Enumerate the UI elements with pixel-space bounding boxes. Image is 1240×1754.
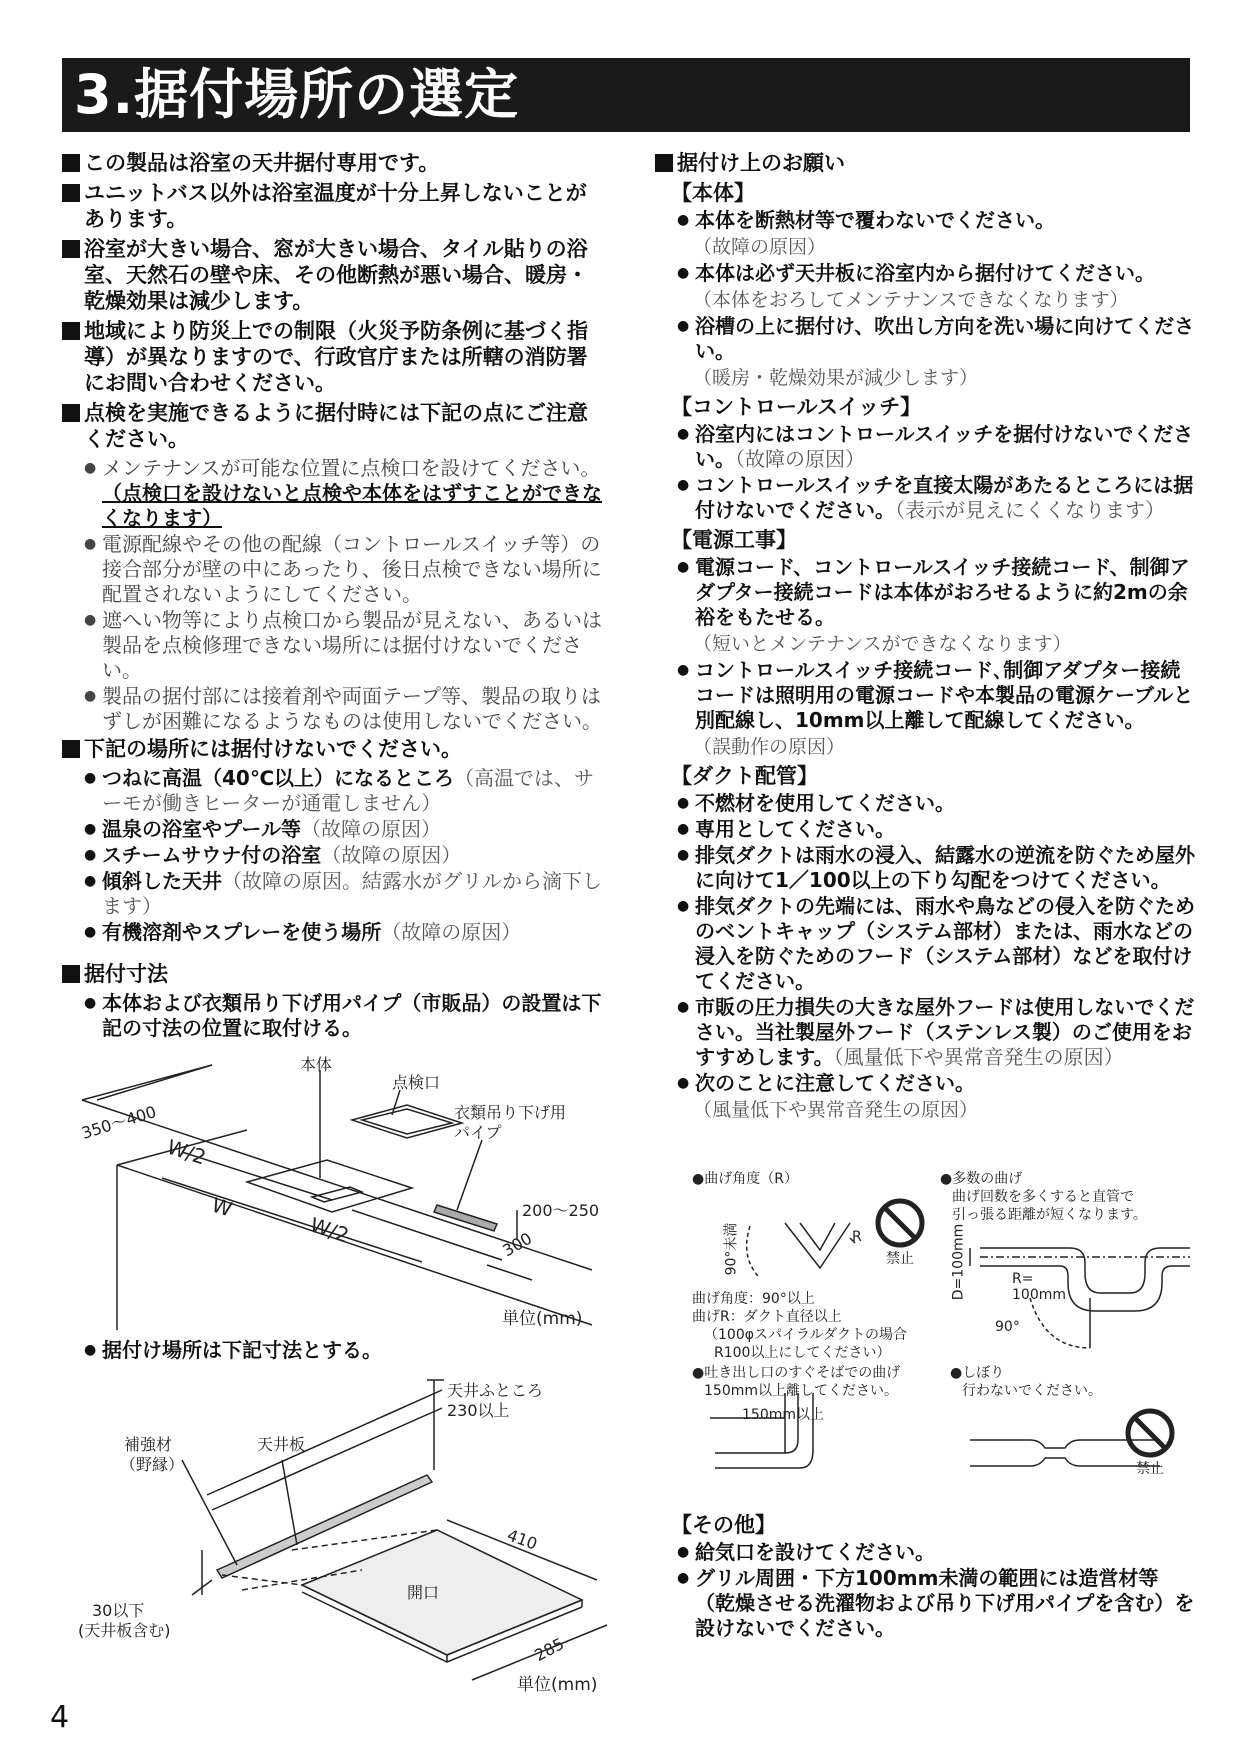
note: （誤動作の原因） [693,736,846,758]
list-item: ● グリル周囲・下方100mm未満の範囲には造営材等（乾燥させる洗濯物および吊り下げ用パイプを含む）を設けないでください。 [677,1566,1195,1641]
section-install-dimensions: 据付寸法 [62,961,607,987]
label-ceiling-space-2: 230以上 [447,1401,510,1420]
section-prohibited-places: 下記の場所には据付けないでください。 [62,736,607,762]
square-bullet-icon [62,184,80,202]
heading-other: 【その他】 [671,1513,776,1537]
install-dimension-diagram [62,1055,622,1340]
section-install-requests: 据付け上のお願い [655,150,1195,176]
list-item: ● 本体は必ず天井板に浴室内から据付けてください。 [677,261,1195,286]
label-w: W [208,1192,236,1222]
section-unit-bath: ユニットバス以外は浴室温度が十分上昇しないことがあります。 [62,180,607,232]
page-title: 3.据付場所の選定 [74,63,520,126]
unit-mm-2: 単位(mm) [517,1675,598,1695]
section-ceiling-only: この製品は浴室の天井据付専用です。 [62,150,607,176]
label-throttle-1: ●しぼり [950,1365,1005,1381]
label-ceiling-space-1: 天井ふところ [447,1381,544,1400]
list-item: ● 電源コード、コントロールスイッチ接続コード、制御アダプター接続コードは本体がおろせるように約2mの余裕をもたせる。 [677,555,1195,630]
label-410: 410 [504,1525,540,1554]
square-bullet-icon [62,404,80,422]
list-item: ● 本体を断熱材等で覆わないでください。 [677,208,1195,233]
list-item: ● メンテナンスが可能な位置に点検口を設けてください。（点検口を設けないと点検や本体をはずすことができなくなります） [84,456,607,531]
label-pipe-2: パイプ [454,1123,502,1142]
label-r-eq: R= [1012,1271,1034,1287]
note: （暖房・乾燥効果が減少します） [693,367,979,389]
label-350-400: 350～400 [79,1102,159,1143]
square-bullet-icon [62,154,80,172]
label-cond-3: （100φスパイラルダクトの場合 [704,1327,907,1343]
label-opening: 開口 [407,1583,440,1602]
square-bullet-icon [62,965,80,983]
label-reinforcement-2: （野縁） [120,1455,185,1474]
list-item: ● 製品の据付部には接着剤や両面テープ等、製品の取りはずしが困難になるようなものは使用しないでください。 [84,684,607,734]
square-bullet-icon [62,240,80,258]
label-r-100: 100mm [1012,1287,1066,1303]
section-regional-limits: 地域により防災上での制限（火災予防条例に基づく指導）が異なりますので、行政官庁または所轄の消防署にお問い合わせください。 [62,318,607,396]
list-item: ● 専用としてください。 [677,817,1195,842]
list-item: ● スチームサウナ付の浴室（故障の原因） [84,843,607,868]
heading-duct: 【ダクト配管】 [671,764,818,788]
prohibited-list [62,766,607,945]
label-90-deg: 90° [995,1319,1020,1335]
square-bullet-icon [655,154,673,172]
unit-mm-1: 単位(mm) [502,1309,583,1329]
list-item: ● 温泉の浴室やプール等（故障の原因） [84,817,607,842]
note: （風量低下や異常音発生の原因） [693,1099,979,1121]
label-multiple-bends-note-1: 曲げ回数を多くすると直管で [952,1189,1134,1205]
label-prohibited-1: 禁止 [886,1251,914,1267]
label-cond-4: R100以上にしてください） [714,1345,891,1361]
label-w-half-a: W/2 [164,1134,209,1170]
install-location-note [62,1338,607,1365]
label-multiple-bends-note-2: 引っ張る距離が短くなります。 [952,1207,1147,1223]
section-large-bathroom: 浴室が大きい場合、窓が大きい場合、タイル貼りの浴室、天然石の壁や床、その他断熱が悪い場合、暖房・乾燥効果は減少します。 [62,236,607,314]
label-cond-1: 曲げ角度：90°以上 [692,1291,815,1307]
right-column [655,150,1195,1124]
heading-body: 【本体】 [671,181,755,205]
list-item: ● 浴槽の上に据付け、吹出し方向を洗い場に向けてください。 [677,314,1195,364]
list-item: ● 不燃材を使用してください。 [677,791,1195,816]
label-30-note: (天井板含む) [78,1621,171,1640]
label-150mm: 150mm以上 [742,1407,824,1423]
label-300: 300 [499,1228,536,1261]
label-285: 285 [531,1633,568,1666]
list-item: ● 遮へい物等により点検口から製品が見えない、あるいは製品を点検修理できない場所には据付けないでください。 [84,608,607,683]
label-d-100: D=100mm [950,1223,967,1301]
label-bend-angle: ●曲げ角度（R） [692,1171,798,1187]
list-item: ● 浴室内にはコントロールスイッチを据付けないでください。（故障の原因） [677,422,1195,472]
label-body: 本体 [300,1055,333,1074]
label-200-250: 200～250 [522,1201,600,1220]
section-inspection: 点検を実施できるように据付時には下記の点にご注意ください。 [62,400,607,452]
note: （短いとメンテナンスができなくなります） [693,633,1072,655]
label-w-half-b: W/2 [307,1212,352,1248]
list-item: ● 有機溶剤やスプレーを使う場所（故障の原因） [84,920,607,945]
label-outlet-bend-2: 150mm以上離してください。 [704,1383,898,1399]
heading-power: 【電源工事】 [671,528,797,552]
list-item: ● 傾斜した天井（故障の原因。結露水がグリルから滴下します） [84,869,607,919]
label-prohibited-2: 禁止 [1136,1461,1164,1477]
list-item: ● つねに高温（40℃以上）になるところ（高温では、サーモが働きヒーターが通電しません） [84,766,607,816]
note: （本体をおろしてメンテナンスできなくなります） [693,289,1129,311]
list-item: ● 据付け場所は下記寸法とする。 [84,1338,607,1363]
list-item: ● 排気ダクトは雨水の浸入、結露水の逆流を防ぐため屋外に向けて1／100以上の下り勾配をつけてください。 [677,843,1195,893]
label-outlet-bend-1: ●吐き出し口のすぐそばでの曲げ [692,1365,901,1381]
heading-control-switch: 【コントロールスイッチ】 [671,395,922,419]
label-cond-2: 曲げR：ダクト直径以上 [692,1309,842,1325]
label-pipe-1: 衣類吊り下げ用 [454,1103,567,1122]
title-bar [62,58,1190,132]
label-throttle-2: 行わないでください。 [962,1383,1102,1399]
page-number: 4 [50,1700,70,1735]
list-item: ● 給気口を設けてください。 [677,1540,1195,1565]
list-item: ● 本体および衣類吊り下げ用パイプ（市販品）の設置は下記の寸法の位置に取付ける。 [84,991,607,1041]
list-item: ● 次のことに注意してください。 [677,1071,1195,1096]
list-item: ● 排気ダクトの先端には、雨水や鳥などの侵入を防ぐためのベントキャップ（システム部材）または、雨水などの浸入を防ぐためのフード（システム部材）などを取付けてください。 [677,894,1195,994]
label-inspection-hole: 点検口 [392,1073,441,1092]
label-30-max: 30以下 [92,1601,145,1620]
square-bullet-icon [62,322,80,340]
list-item: ● コントロールスイッチを直接太陽があたるところには据付けないでください。（表示が見えにくくなります） [677,473,1195,523]
ceiling-opening-diagram [62,1370,622,1695]
list-item: ● コントロールスイッチ接続コード､制御アダプター接続コードは照明用の電源コードや本製品の電源ケーブルと別配線し、10mm以上離して配線してください。 [677,658,1195,733]
label-reinforcement-1: 補強材 [124,1435,173,1454]
duct-diagram [690,1171,1195,1498]
ceiling-opening-drawing [62,1370,622,1690]
inspection-list [62,456,607,734]
label-ceiling-board: 天井板 [257,1435,306,1454]
left-column [62,150,607,1043]
list-item: ● 電源配線やその他の配線（コントロールスイッチ等）の接合部分が壁の中にあったり、後日点検できない場所に配置されないようにしてください。 [84,532,607,607]
section-other [655,1508,1195,1643]
square-bullet-icon [62,740,80,758]
label-under-90: 90°未満 [723,1222,740,1276]
list-item: ● 市販の圧力損失の大きな屋外フードは使用しないでください。当社製屋外フード（ステンレス製）のご使用をおすすめします。（風量低下や異常音発生の原因） [677,995,1195,1070]
label-r: R [852,1229,862,1245]
label-multiple-bends: ●多数の曲げ [940,1171,1023,1187]
note: （故障の原因） [693,236,827,258]
dimensions-list [62,991,607,1041]
